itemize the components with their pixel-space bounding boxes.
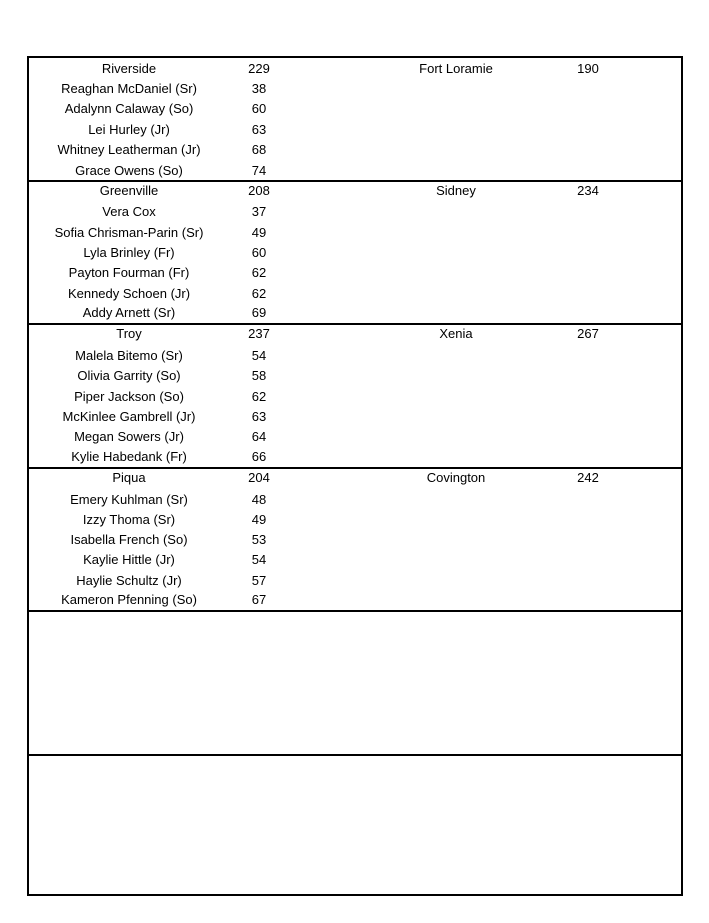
player-score: 38	[251, 81, 267, 96]
team-score: 229	[248, 61, 270, 76]
opponent-score: 267	[577, 326, 599, 341]
player-name: Lei Hurley (Jr)	[88, 122, 170, 137]
match-block-piqua	[29, 469, 681, 612]
player-score: 64	[251, 429, 267, 444]
player-score: 54	[251, 348, 267, 363]
player-name: Isabella French (So)	[70, 532, 188, 547]
player-name: Addy Arnett (Sr)	[82, 305, 176, 320]
player-name: Haylie Schultz (Jr)	[76, 573, 182, 588]
team-name: Troy	[116, 326, 142, 341]
player-score: 58	[251, 368, 267, 383]
player-name: Olivia Garrity (So)	[77, 368, 181, 383]
player-name: Megan Sowers (Jr)	[74, 429, 184, 444]
team-name: Greenville	[99, 183, 159, 198]
opponent-name: Fort Loramie	[419, 61, 493, 76]
player-name: Kennedy Schoen (Jr)	[67, 286, 191, 301]
opponent-score: 190	[577, 61, 599, 76]
team-score: 237	[248, 326, 270, 341]
player-name: Kameron Pfenning (So)	[61, 592, 197, 607]
player-score: 67	[251, 592, 267, 607]
match-block-riverside	[29, 58, 681, 182]
empty-block	[29, 756, 681, 894]
player-score: 57	[251, 573, 267, 588]
opponent-name: Sidney	[436, 183, 476, 198]
player-name: Kylie Habedank (Fr)	[71, 449, 187, 464]
player-score: 62	[251, 286, 267, 301]
player-score: 63	[251, 409, 267, 424]
opponent-score: 242	[577, 470, 599, 485]
results-sheet	[27, 56, 683, 896]
player-score: 63	[251, 122, 267, 137]
team-score: 208	[248, 183, 270, 198]
player-score: 62	[251, 389, 267, 404]
player-score: 62	[251, 265, 267, 280]
player-score: 60	[251, 245, 267, 260]
player-name: Reaghan McDaniel (Sr)	[61, 81, 197, 96]
team-name: Riverside	[101, 61, 157, 76]
team-score: 204	[248, 470, 270, 485]
match-block-troy	[29, 325, 681, 469]
player-name: Vera Cox	[102, 204, 156, 219]
match-block-greenville	[29, 182, 681, 325]
player-score: 66	[251, 449, 267, 464]
opponent-score: 234	[577, 183, 599, 198]
player-name: Emery Kuhlman (Sr)	[70, 492, 188, 507]
player-name: Izzy Thoma (Sr)	[82, 512, 176, 527]
player-name: McKinlee Gambrell (Jr)	[62, 409, 196, 424]
player-score: 37	[251, 204, 267, 219]
player-name: Lyla Brinley (Fr)	[83, 245, 175, 260]
player-name: Sofia Chrisman-Parin (Sr)	[54, 225, 204, 240]
player-score: 54	[251, 552, 267, 567]
player-name: Grace Owens (So)	[75, 163, 183, 178]
player-name: Adalynn Calaway (So)	[64, 101, 194, 116]
player-score: 49	[251, 512, 267, 527]
player-name: Kaylie Hittle (Jr)	[83, 552, 175, 567]
player-score: 53	[251, 532, 267, 547]
player-name: Piper Jackson (So)	[74, 389, 184, 404]
player-score: 49	[251, 225, 267, 240]
player-score: 48	[251, 492, 267, 507]
player-score: 60	[251, 101, 267, 116]
player-name: Malela Bitemo (Sr)	[75, 348, 183, 363]
player-score: 68	[251, 142, 267, 157]
team-name: Piqua	[112, 470, 146, 485]
player-name: Whitney Leatherman (Jr)	[57, 142, 201, 157]
empty-block	[29, 612, 681, 756]
player-name: Payton Fourman (Fr)	[68, 265, 190, 280]
opponent-name: Xenia	[439, 326, 473, 341]
player-score: 69	[251, 305, 267, 320]
player-score: 74	[251, 163, 267, 178]
opponent-name: Covington	[426, 470, 486, 485]
